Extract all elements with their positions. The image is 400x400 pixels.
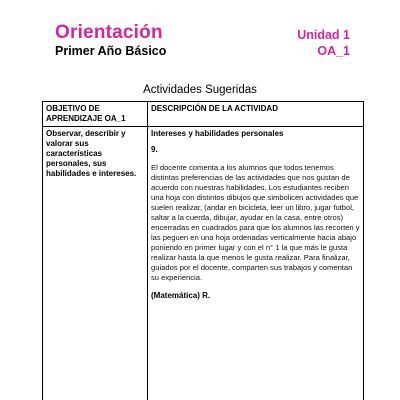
unit-label: Unidad 1 bbox=[297, 28, 350, 42]
section-title: Actividades Sugeridas bbox=[143, 84, 257, 96]
table-header-row bbox=[43, 102, 364, 127]
activities-table bbox=[42, 101, 364, 400]
activity-heading: Intereses y habilidades personales bbox=[151, 129, 284, 138]
objective-text: Observar, describir y valorar sus características personales, sus habilidades e intereses. bbox=[46, 129, 137, 178]
objective-column-header: OBJETIVO DE APRENDIZAJE OA_1 bbox=[43, 102, 148, 127]
activity-reference: (Matemática) R. bbox=[151, 291, 211, 300]
activity-number: 9. bbox=[151, 145, 158, 154]
description-cell bbox=[148, 127, 364, 400]
subject-title: Orientación bbox=[55, 22, 163, 43]
grade-subtitle: Primer Año Básico bbox=[55, 44, 167, 58]
description-column-header: DESCRIPCIÓN DE LA ACTIVIDAD bbox=[148, 102, 364, 127]
oa-code-label: OA_1 bbox=[317, 44, 350, 58]
activity-body: El docente comenta a los alumnos que todos tenemos distintas preferencias de las actividades que nos gustan de acuerdo con nuestras habilidades. Los estudiantes reciben una hoja con distintos dibujos que simbolicen actividades que suelen realizar, (andar en bicicleta, leer un libro, jugar futbol, saltar a la cuerda, dibujar, ayudar en la casa, entre otros) encerradas en cuadrados para que los alumnos las recorten y las peguen en una hoja ordenadas verticalmente hacia abajo poniendo en primer lugar y con el n° 1 la que más le gusta realizar hasta la que menos le gusta realizar. Para finalizar, guiados por el docente, comparten sus trabajos y comentan su experiencia. bbox=[151, 163, 360, 282]
table-row bbox=[43, 127, 364, 400]
objective-cell bbox=[43, 127, 148, 400]
